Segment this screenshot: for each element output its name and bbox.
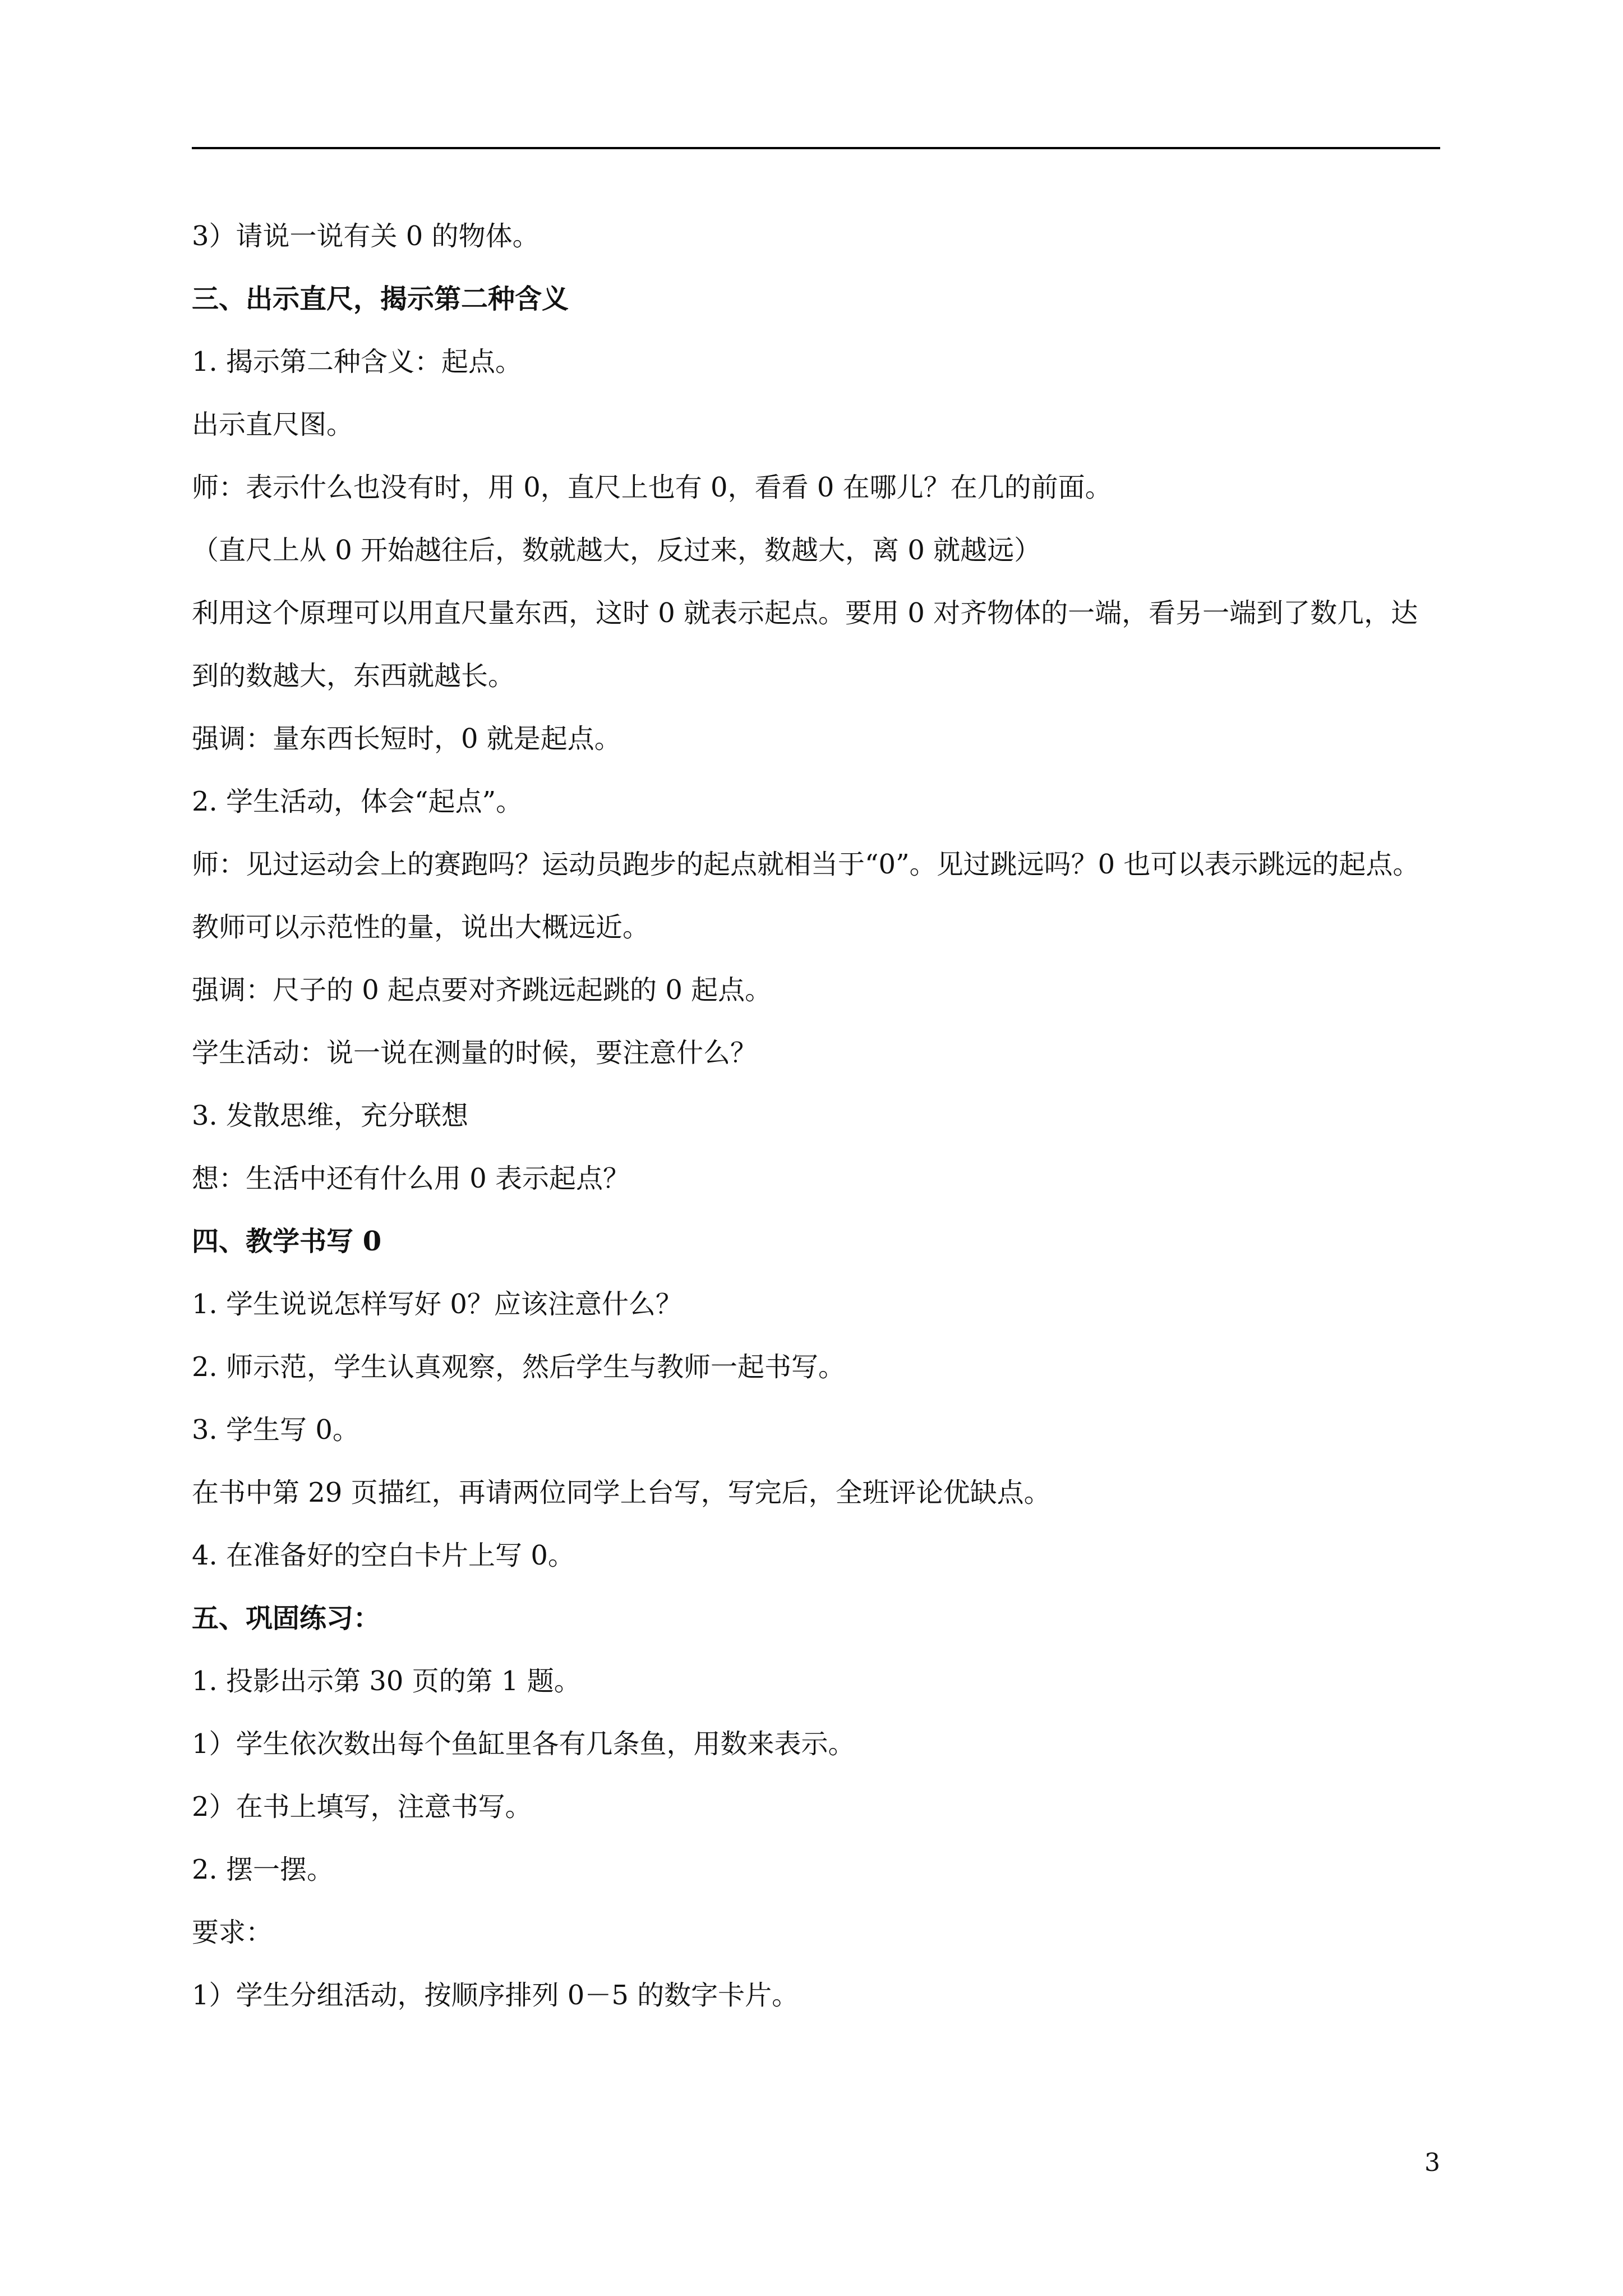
- text-paragraph: 师：见过运动会上的赛跑吗？运动员跑步的起点就相当于“0”。见过跳远吗？0 也可以表示跳远的起点。: [192, 849, 1420, 880]
- text-line: （直尺上从 0 开始越往后，数就越大，反过来，数越大，离 0 就越远）: [192, 535, 1041, 566]
- text-line: 3. 发散思维，充分联想: [192, 1100, 469, 1131]
- text-line: 3）请说一说有关 0 的物体。: [192, 220, 540, 252]
- text-line: 想：生活中还有什么用 0 表示起点？: [192, 1163, 630, 1194]
- text-line: 2. 学生活动，体会“起点”。: [192, 786, 523, 817]
- text-line: 要求：: [192, 1917, 273, 1948]
- text-line: 1. 投影出示第 30 页的第 1 题。: [192, 1665, 581, 1697]
- text-line: 1. 揭示第二种含义：起点。: [192, 346, 523, 378]
- text-line: 在书中第 29 页描红，再请两位同学上台写，写完后，全班评论优缺点。: [192, 1477, 1051, 1508]
- text-line: 2）在书上填写，注意书写。: [192, 1791, 532, 1823]
- page-number: 3: [1424, 2148, 1440, 2177]
- text-line: 4. 在准备好的空白卡片上写 0。: [192, 1540, 575, 1571]
- section-heading: 三、出示直尺，揭示第二种含义: [192, 283, 569, 315]
- text-line: 1）学生分组活动，按顺序排列 0－5 的数字卡片。: [192, 1980, 799, 2011]
- text-line: 师：表示什么也没有时，用 0，直尺上也有 0，看看 0 在哪儿？在几的前面。: [192, 472, 1112, 503]
- text-line: 强调：量东西长短时，0 就是起点。: [192, 723, 621, 754]
- text-line: 教师可以示范性的量，说出大概远近。: [192, 912, 650, 943]
- text-line: 2. 摆一摆。: [192, 1854, 334, 1885]
- text-paragraph: 利用这个原理可以用直尺量东西，这时 0 就表示起点。要用 0 对齐物体的一端，看另一端到了数几，达到的数越大，东西就越长。: [192, 597, 1418, 692]
- text-line: 强调：尺子的 0 起点要对齐跳远起跳的 0 起点。: [192, 974, 772, 1006]
- text-line: 出示直尺图。: [192, 409, 354, 440]
- section-heading: 五、巩固练习：: [192, 1603, 381, 1634]
- header-rule: [192, 147, 1440, 149]
- text-line: 2. 师示范，学生认真观察，然后学生与教师一起书写。: [192, 1351, 846, 1383]
- text-line: 学生活动：说一说在测量的时候，要注意什么？: [192, 1037, 758, 1069]
- text-line: 1. 学生说说怎样写好 0？应该注意什么？: [192, 1289, 683, 1320]
- text-line: 1）学生依次数出每个鱼缸里各有几条鱼，用数来表示。: [192, 1728, 855, 1760]
- lesson-body: [192, 205, 1441, 2027]
- section-heading: 四、教学书写 0: [192, 1226, 382, 1257]
- text-line: 3. 学生写 0。: [192, 1414, 359, 1446]
